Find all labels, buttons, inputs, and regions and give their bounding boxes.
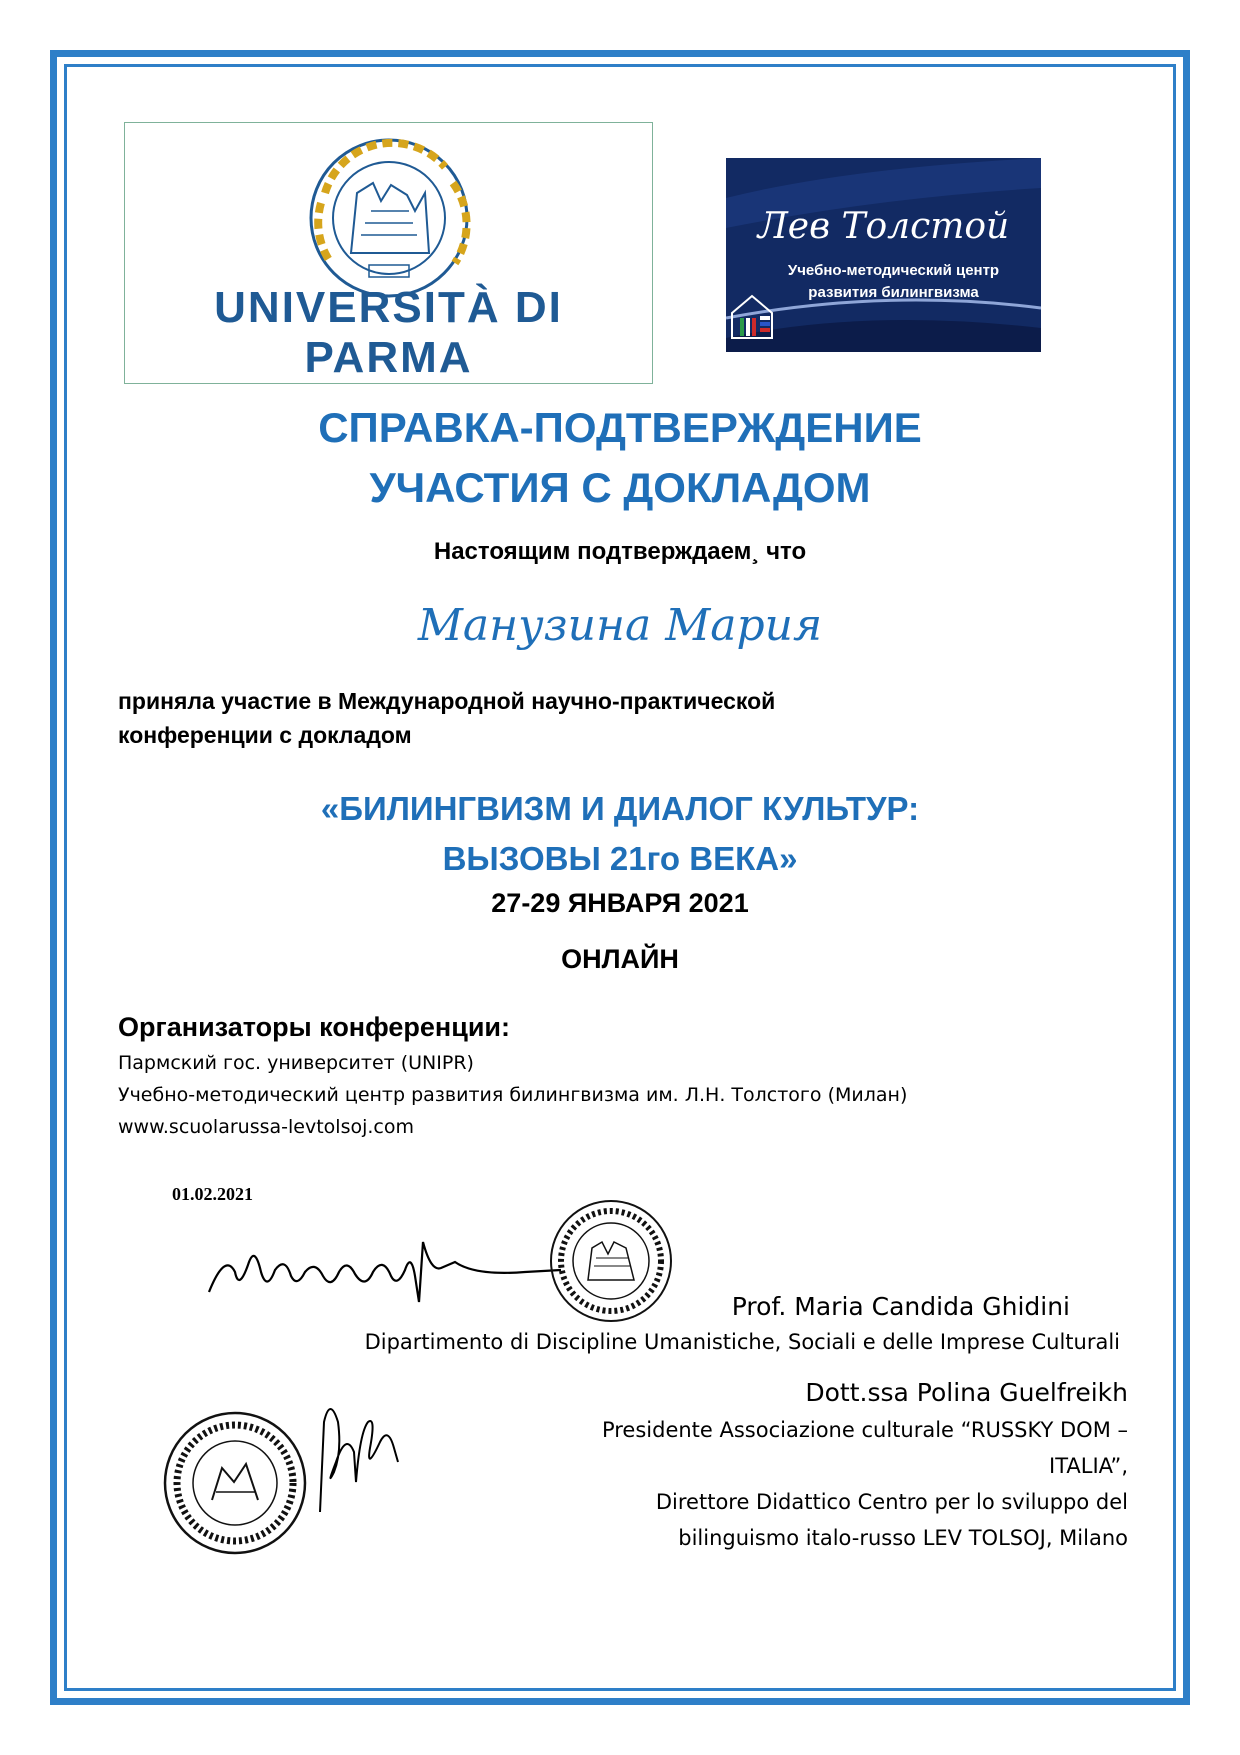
organizer-website: www.scuolarussa-levtolsoj.com [118,1116,414,1138]
organizers-heading: Организаторы конференции: [118,1012,511,1042]
participant-name: Манузина Мария [417,600,823,651]
signatory2-title-line: bilinguismo italo-russo LEV TOLSOJ, Milano [678,1526,1128,1550]
certificate-title-line1: СПРАВКА-ПОДТВЕРЖДЕНИЕ [318,404,922,451]
conference-mode: ОНЛАЙН [561,944,679,974]
conference-title-line2: ВЫЗОВЫ 21го ВЕКА» [442,840,798,877]
participation-line1: приняла участие в Международной научно-практической [118,688,776,714]
issue-date: 01.02.2021 [172,1184,253,1204]
signature-ghidini-icon [205,1232,565,1312]
organizer-item: Учебно-методический центр развития билингвизма им. Л.Н. Толстого (Милан) [118,1084,908,1106]
signatory1-name: Prof. Maria Candida Ghidini [731,1292,1070,1321]
conference-dates: 27-29 ЯНВАРЯ 2021 [491,888,749,918]
certificate-title-line2: УЧАСТИЯ С ДОКЛАДОМ [369,464,871,511]
parma-wordmark: UNIVERSITÀ DI PARMA [214,283,563,382]
tolstoy-centre-stamp-icon [160,1408,310,1558]
signatory2-title-line: ITALIA”, [1049,1454,1128,1478]
signatory2-name: Dott.ssa Polina Guelfreikh [805,1378,1128,1407]
conference-title-line1: «БИЛИНГВИЗМ И ДИАЛОГ КУЛЬТУР: [320,790,920,827]
signatory2-title-line: Direttore Didattico Centro per lo sviluppo del [655,1490,1128,1514]
signatory2-titles [520,1412,1128,1556]
tolstoy-subtitle-line1: Учебно-методический центр [787,262,1000,279]
participation-line2: конференции с докладом [118,722,412,748]
university-parma-logo [124,122,653,384]
signatory2-title-line: Presidente Associazione culturale “RUSSKY DOM – [601,1418,1128,1442]
signature-guelfreikh-icon [290,1392,410,1522]
lev-tolstoy-logo [726,158,1041,352]
tolstoy-background-swoosh-icon [726,158,1041,352]
tolstoy-script-title: Лев Толстой [757,206,1010,247]
confirmation-text: Настоящим подтверждаем¸ что [433,538,807,565]
tolstoy-subtitle [766,260,1021,304]
signatory1-department: Dipartimento di Discipline Umanistiche, Sociali e delle Imprese Culturali [364,1330,1120,1354]
tolstoy-subtitle-line2: развития билингвизма [808,284,979,301]
organizer-item: Пармский гос. университет (UNIPR) [118,1052,474,1074]
